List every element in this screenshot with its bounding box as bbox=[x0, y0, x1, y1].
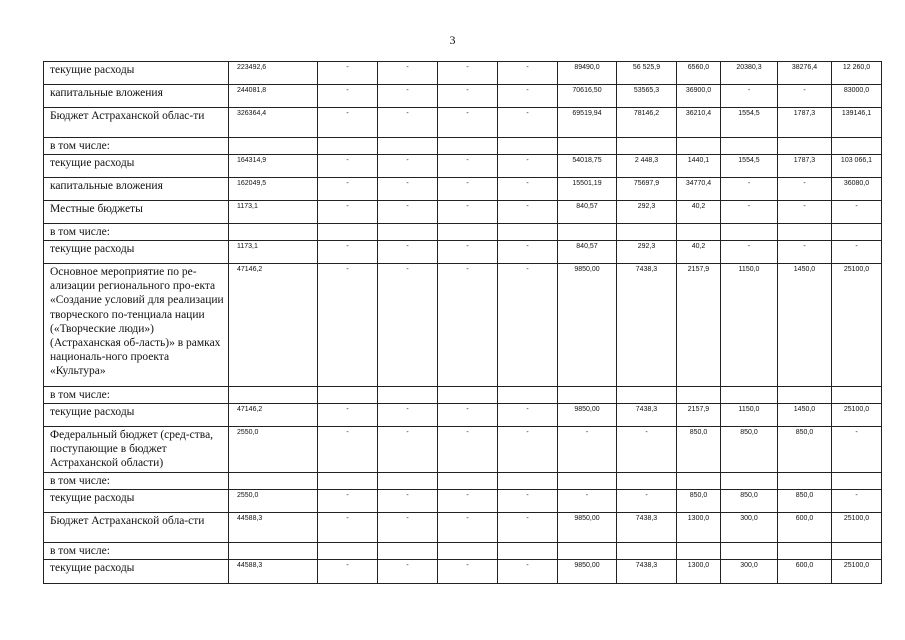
table-cell: - bbox=[318, 404, 378, 427]
table-cell: - bbox=[318, 85, 378, 108]
table-row bbox=[44, 62, 882, 85]
table-cell bbox=[229, 473, 318, 490]
table-cell: 850,0 bbox=[677, 427, 721, 473]
table-cell: - bbox=[318, 490, 378, 513]
row-label: текущие расходы bbox=[44, 490, 229, 513]
table-cell: 56 525,9 bbox=[617, 62, 677, 85]
table-row bbox=[44, 513, 882, 543]
table-cell: 1787,3 bbox=[778, 108, 832, 138]
table-cell bbox=[229, 224, 318, 241]
table-cell: 1450,0 bbox=[778, 404, 832, 427]
table-row bbox=[44, 543, 882, 560]
table-cell: - bbox=[378, 62, 438, 85]
table-cell: 1554,5 bbox=[721, 108, 778, 138]
table-cell: - bbox=[378, 560, 438, 584]
table-cell: - bbox=[378, 264, 438, 387]
table-cell bbox=[498, 138, 558, 155]
table-row bbox=[44, 178, 882, 201]
table-cell: - bbox=[378, 108, 438, 138]
table-cell bbox=[617, 543, 677, 560]
table-cell: 25100,0 bbox=[832, 560, 882, 584]
table-cell: 162049,5 bbox=[229, 178, 318, 201]
table-cell: - bbox=[438, 427, 498, 473]
table-cell: 69519,94 bbox=[558, 108, 617, 138]
table-cell: 7438,3 bbox=[617, 560, 677, 584]
row-label: текущие расходы bbox=[44, 241, 229, 264]
table-cell bbox=[318, 224, 378, 241]
table-cell bbox=[498, 224, 558, 241]
table-cell: - bbox=[438, 513, 498, 543]
table-cell bbox=[438, 224, 498, 241]
table-cell: - bbox=[498, 178, 558, 201]
table-cell: 2 448,3 bbox=[617, 155, 677, 178]
row-label: Основное мероприятие по ре-ализации регионального про-екта «Создание условий для реализации творческого по-тенциала нации («Творческие люди») (Астраханская об-ласть)» в рамках националь-ного проекта «Культура» bbox=[44, 264, 229, 387]
table-cell: 20380,3 bbox=[721, 62, 778, 85]
table-cell bbox=[778, 473, 832, 490]
table-cell: - bbox=[318, 155, 378, 178]
table-cell: - bbox=[498, 108, 558, 138]
table-cell bbox=[617, 387, 677, 404]
table-cell: - bbox=[498, 241, 558, 264]
table-cell: - bbox=[438, 62, 498, 85]
table-cell bbox=[721, 473, 778, 490]
table-cell: - bbox=[498, 264, 558, 387]
table-cell bbox=[498, 473, 558, 490]
table-cell: 89490,0 bbox=[558, 62, 617, 85]
table-cell bbox=[832, 387, 882, 404]
table-cell bbox=[318, 387, 378, 404]
table-cell: 47146,2 bbox=[229, 264, 318, 387]
table-cell: 1150,0 bbox=[721, 264, 778, 387]
row-label: капитальные вложения bbox=[44, 85, 229, 108]
table-cell bbox=[558, 543, 617, 560]
table-row bbox=[44, 138, 882, 155]
table-cell: 9850,00 bbox=[558, 404, 617, 427]
table-cell: - bbox=[378, 241, 438, 264]
table-cell: 6560,0 bbox=[677, 62, 721, 85]
table-cell: 1554,5 bbox=[721, 155, 778, 178]
table-cell: 292,3 bbox=[617, 241, 677, 264]
table-cell: - bbox=[438, 404, 498, 427]
table-cell bbox=[617, 473, 677, 490]
table-cell bbox=[229, 138, 318, 155]
table-cell bbox=[721, 387, 778, 404]
table-cell bbox=[438, 473, 498, 490]
table-body bbox=[44, 62, 882, 584]
table-cell: 850,0 bbox=[721, 427, 778, 473]
table-cell: 850,0 bbox=[677, 490, 721, 513]
table-cell: 850,0 bbox=[778, 427, 832, 473]
table-cell: 44588,3 bbox=[229, 560, 318, 584]
table-row bbox=[44, 404, 882, 427]
table-cell bbox=[378, 138, 438, 155]
table-cell: 25100,0 bbox=[832, 513, 882, 543]
row-label: капитальные вложения bbox=[44, 178, 229, 201]
table-row bbox=[44, 241, 882, 264]
table-cell: - bbox=[378, 201, 438, 224]
table-cell: - bbox=[378, 404, 438, 427]
table-row bbox=[44, 155, 882, 178]
table-cell: 53565,3 bbox=[617, 85, 677, 108]
table-cell bbox=[832, 224, 882, 241]
table-cell: 40,2 bbox=[677, 241, 721, 264]
table-cell bbox=[617, 138, 677, 155]
table-cell: 164314,9 bbox=[229, 155, 318, 178]
table-cell: - bbox=[378, 427, 438, 473]
table-cell bbox=[498, 543, 558, 560]
table-cell: - bbox=[558, 490, 617, 513]
table-cell bbox=[832, 473, 882, 490]
table-cell bbox=[558, 138, 617, 155]
table-cell: - bbox=[498, 155, 558, 178]
table-cell: - bbox=[778, 201, 832, 224]
table-cell bbox=[721, 543, 778, 560]
table-cell bbox=[832, 543, 882, 560]
table-cell: 300,0 bbox=[721, 560, 778, 584]
table-cell: 36900,0 bbox=[677, 85, 721, 108]
table-cell: - bbox=[318, 178, 378, 201]
table-cell bbox=[318, 138, 378, 155]
table-row bbox=[44, 108, 882, 138]
table-cell: - bbox=[721, 241, 778, 264]
table-row bbox=[44, 201, 882, 224]
table-cell bbox=[378, 473, 438, 490]
table-cell: - bbox=[378, 155, 438, 178]
table-cell bbox=[677, 224, 721, 241]
table-cell: - bbox=[558, 427, 617, 473]
table-cell: 75697,9 bbox=[617, 178, 677, 201]
table-cell bbox=[229, 543, 318, 560]
table-cell: - bbox=[438, 155, 498, 178]
table-cell: 600,0 bbox=[778, 513, 832, 543]
table-cell bbox=[677, 387, 721, 404]
table-row bbox=[44, 490, 882, 513]
table-cell: - bbox=[832, 427, 882, 473]
table-row bbox=[44, 264, 882, 387]
table-cell bbox=[438, 543, 498, 560]
table-cell: - bbox=[617, 427, 677, 473]
table-cell: - bbox=[498, 513, 558, 543]
table-cell: - bbox=[438, 178, 498, 201]
table-cell: - bbox=[378, 178, 438, 201]
page-number: 3 bbox=[449, 33, 456, 47]
table-cell: 2157,9 bbox=[677, 264, 721, 387]
table-cell: 1173,1 bbox=[229, 241, 318, 264]
table-cell: 1787,3 bbox=[778, 155, 832, 178]
table-cell: 40,2 bbox=[677, 201, 721, 224]
table-cell: - bbox=[832, 201, 882, 224]
table-cell: - bbox=[778, 178, 832, 201]
table-cell bbox=[721, 138, 778, 155]
table-cell: 9850,00 bbox=[558, 560, 617, 584]
table-cell: 1173,1 bbox=[229, 201, 318, 224]
table-cell: 70616,50 bbox=[558, 85, 617, 108]
table-cell bbox=[617, 224, 677, 241]
table-cell: 78146,2 bbox=[617, 108, 677, 138]
table-cell: 840,57 bbox=[558, 241, 617, 264]
row-label: в том числе: bbox=[44, 387, 229, 404]
table-cell bbox=[778, 138, 832, 155]
table-cell: 300,0 bbox=[721, 513, 778, 543]
table-cell: - bbox=[498, 201, 558, 224]
row-label: в том числе: bbox=[44, 543, 229, 560]
table-cell: - bbox=[832, 490, 882, 513]
table-cell: 850,0 bbox=[778, 490, 832, 513]
table-cell: 36080,0 bbox=[832, 178, 882, 201]
table-cell: - bbox=[378, 85, 438, 108]
table-cell: - bbox=[438, 264, 498, 387]
table-cell: - bbox=[617, 490, 677, 513]
table-cell: - bbox=[832, 241, 882, 264]
table-cell bbox=[778, 224, 832, 241]
table-cell: 1450,0 bbox=[778, 264, 832, 387]
table-row bbox=[44, 560, 882, 584]
row-label: текущие расходы bbox=[44, 560, 229, 584]
table-cell: 292,3 bbox=[617, 201, 677, 224]
table-cell bbox=[438, 387, 498, 404]
table-cell: 223492,6 bbox=[229, 62, 318, 85]
table-row bbox=[44, 387, 882, 404]
table-row bbox=[44, 427, 882, 473]
table-cell bbox=[558, 224, 617, 241]
table-cell: - bbox=[318, 62, 378, 85]
table-cell: - bbox=[318, 108, 378, 138]
table-cell: - bbox=[721, 85, 778, 108]
table-cell bbox=[677, 473, 721, 490]
table-cell bbox=[778, 543, 832, 560]
row-label: текущие расходы bbox=[44, 155, 229, 178]
table-cell: 12 260,0 bbox=[832, 62, 882, 85]
budget-table bbox=[43, 61, 882, 584]
table-cell: - bbox=[318, 264, 378, 387]
row-label: текущие расходы bbox=[44, 62, 229, 85]
row-label: в том числе: bbox=[44, 473, 229, 490]
table-cell: 1150,0 bbox=[721, 404, 778, 427]
table-cell bbox=[721, 224, 778, 241]
table-cell: - bbox=[438, 108, 498, 138]
row-label: Бюджет Астраханской обла-сти bbox=[44, 513, 229, 543]
table-cell: - bbox=[498, 85, 558, 108]
table-cell: - bbox=[721, 178, 778, 201]
table-cell: 7438,3 bbox=[617, 513, 677, 543]
table-cell: 25100,0 bbox=[832, 264, 882, 387]
table-cell bbox=[318, 543, 378, 560]
table-cell: 36210,4 bbox=[677, 108, 721, 138]
table-cell bbox=[438, 138, 498, 155]
table-cell: 7438,3 bbox=[617, 264, 677, 387]
table-cell: - bbox=[438, 560, 498, 584]
table-cell: 2157,9 bbox=[677, 404, 721, 427]
table-cell: - bbox=[498, 490, 558, 513]
table-cell: - bbox=[318, 241, 378, 264]
table-cell: - bbox=[378, 513, 438, 543]
row-label: в том числе: bbox=[44, 138, 229, 155]
table-cell: 1300,0 bbox=[677, 513, 721, 543]
table-cell: - bbox=[378, 490, 438, 513]
table-cell: - bbox=[318, 427, 378, 473]
table-cell: 244081,8 bbox=[229, 85, 318, 108]
table-cell bbox=[558, 473, 617, 490]
table-cell bbox=[229, 387, 318, 404]
table-cell: 2550,0 bbox=[229, 427, 318, 473]
row-label: Местные бюджеты bbox=[44, 201, 229, 224]
table-cell: - bbox=[498, 62, 558, 85]
row-label: в том числе: bbox=[44, 224, 229, 241]
table-row bbox=[44, 85, 882, 108]
table-cell bbox=[498, 387, 558, 404]
table-cell: 9850,00 bbox=[558, 513, 617, 543]
table-cell: 54018,75 bbox=[558, 155, 617, 178]
table-cell: 840,57 bbox=[558, 201, 617, 224]
table-cell: 7438,3 bbox=[617, 404, 677, 427]
table-cell bbox=[318, 473, 378, 490]
table-cell: 850,0 bbox=[721, 490, 778, 513]
table-cell: 600,0 bbox=[778, 560, 832, 584]
table-cell: 103 066,1 bbox=[832, 155, 882, 178]
table-cell: 47146,2 bbox=[229, 404, 318, 427]
table-cell: 9850,00 bbox=[558, 264, 617, 387]
row-label: Федеральный бюджет (сред-ства, поступающие в бюджет Астраханской области) bbox=[44, 427, 229, 473]
table-cell: 1440,1 bbox=[677, 155, 721, 178]
row-label: Бюджет Астраханской облас-ти bbox=[44, 108, 229, 138]
table-cell: 2550,0 bbox=[229, 490, 318, 513]
table-cell: - bbox=[778, 85, 832, 108]
table-cell bbox=[378, 387, 438, 404]
table-cell: - bbox=[778, 241, 832, 264]
table-cell: - bbox=[438, 490, 498, 513]
table-cell bbox=[677, 138, 721, 155]
table-cell: 139146,1 bbox=[832, 108, 882, 138]
table-cell: 34770,4 bbox=[677, 178, 721, 201]
table-cell: - bbox=[438, 201, 498, 224]
table-cell: - bbox=[498, 427, 558, 473]
table-cell: - bbox=[438, 241, 498, 264]
table-cell bbox=[558, 387, 617, 404]
table-cell: 83000,0 bbox=[832, 85, 882, 108]
table-cell: - bbox=[318, 513, 378, 543]
table-cell bbox=[378, 543, 438, 560]
table-cell: 25100,0 bbox=[832, 404, 882, 427]
table-row bbox=[44, 473, 882, 490]
table-cell bbox=[778, 387, 832, 404]
table-cell: - bbox=[318, 201, 378, 224]
row-label: текущие расходы bbox=[44, 404, 229, 427]
table-cell bbox=[677, 543, 721, 560]
table-cell: - bbox=[498, 560, 558, 584]
table-row bbox=[44, 224, 882, 241]
table-cell: 326364,4 bbox=[229, 108, 318, 138]
table-cell: 44588,3 bbox=[229, 513, 318, 543]
table-cell: 15501,19 bbox=[558, 178, 617, 201]
table-cell: - bbox=[438, 85, 498, 108]
table-cell: - bbox=[498, 404, 558, 427]
table-cell: 1300,0 bbox=[677, 560, 721, 584]
table-cell bbox=[832, 138, 882, 155]
table-cell: - bbox=[318, 560, 378, 584]
table-cell: - bbox=[721, 201, 778, 224]
table-cell bbox=[378, 224, 438, 241]
table-cell: 38276,4 bbox=[778, 62, 832, 85]
